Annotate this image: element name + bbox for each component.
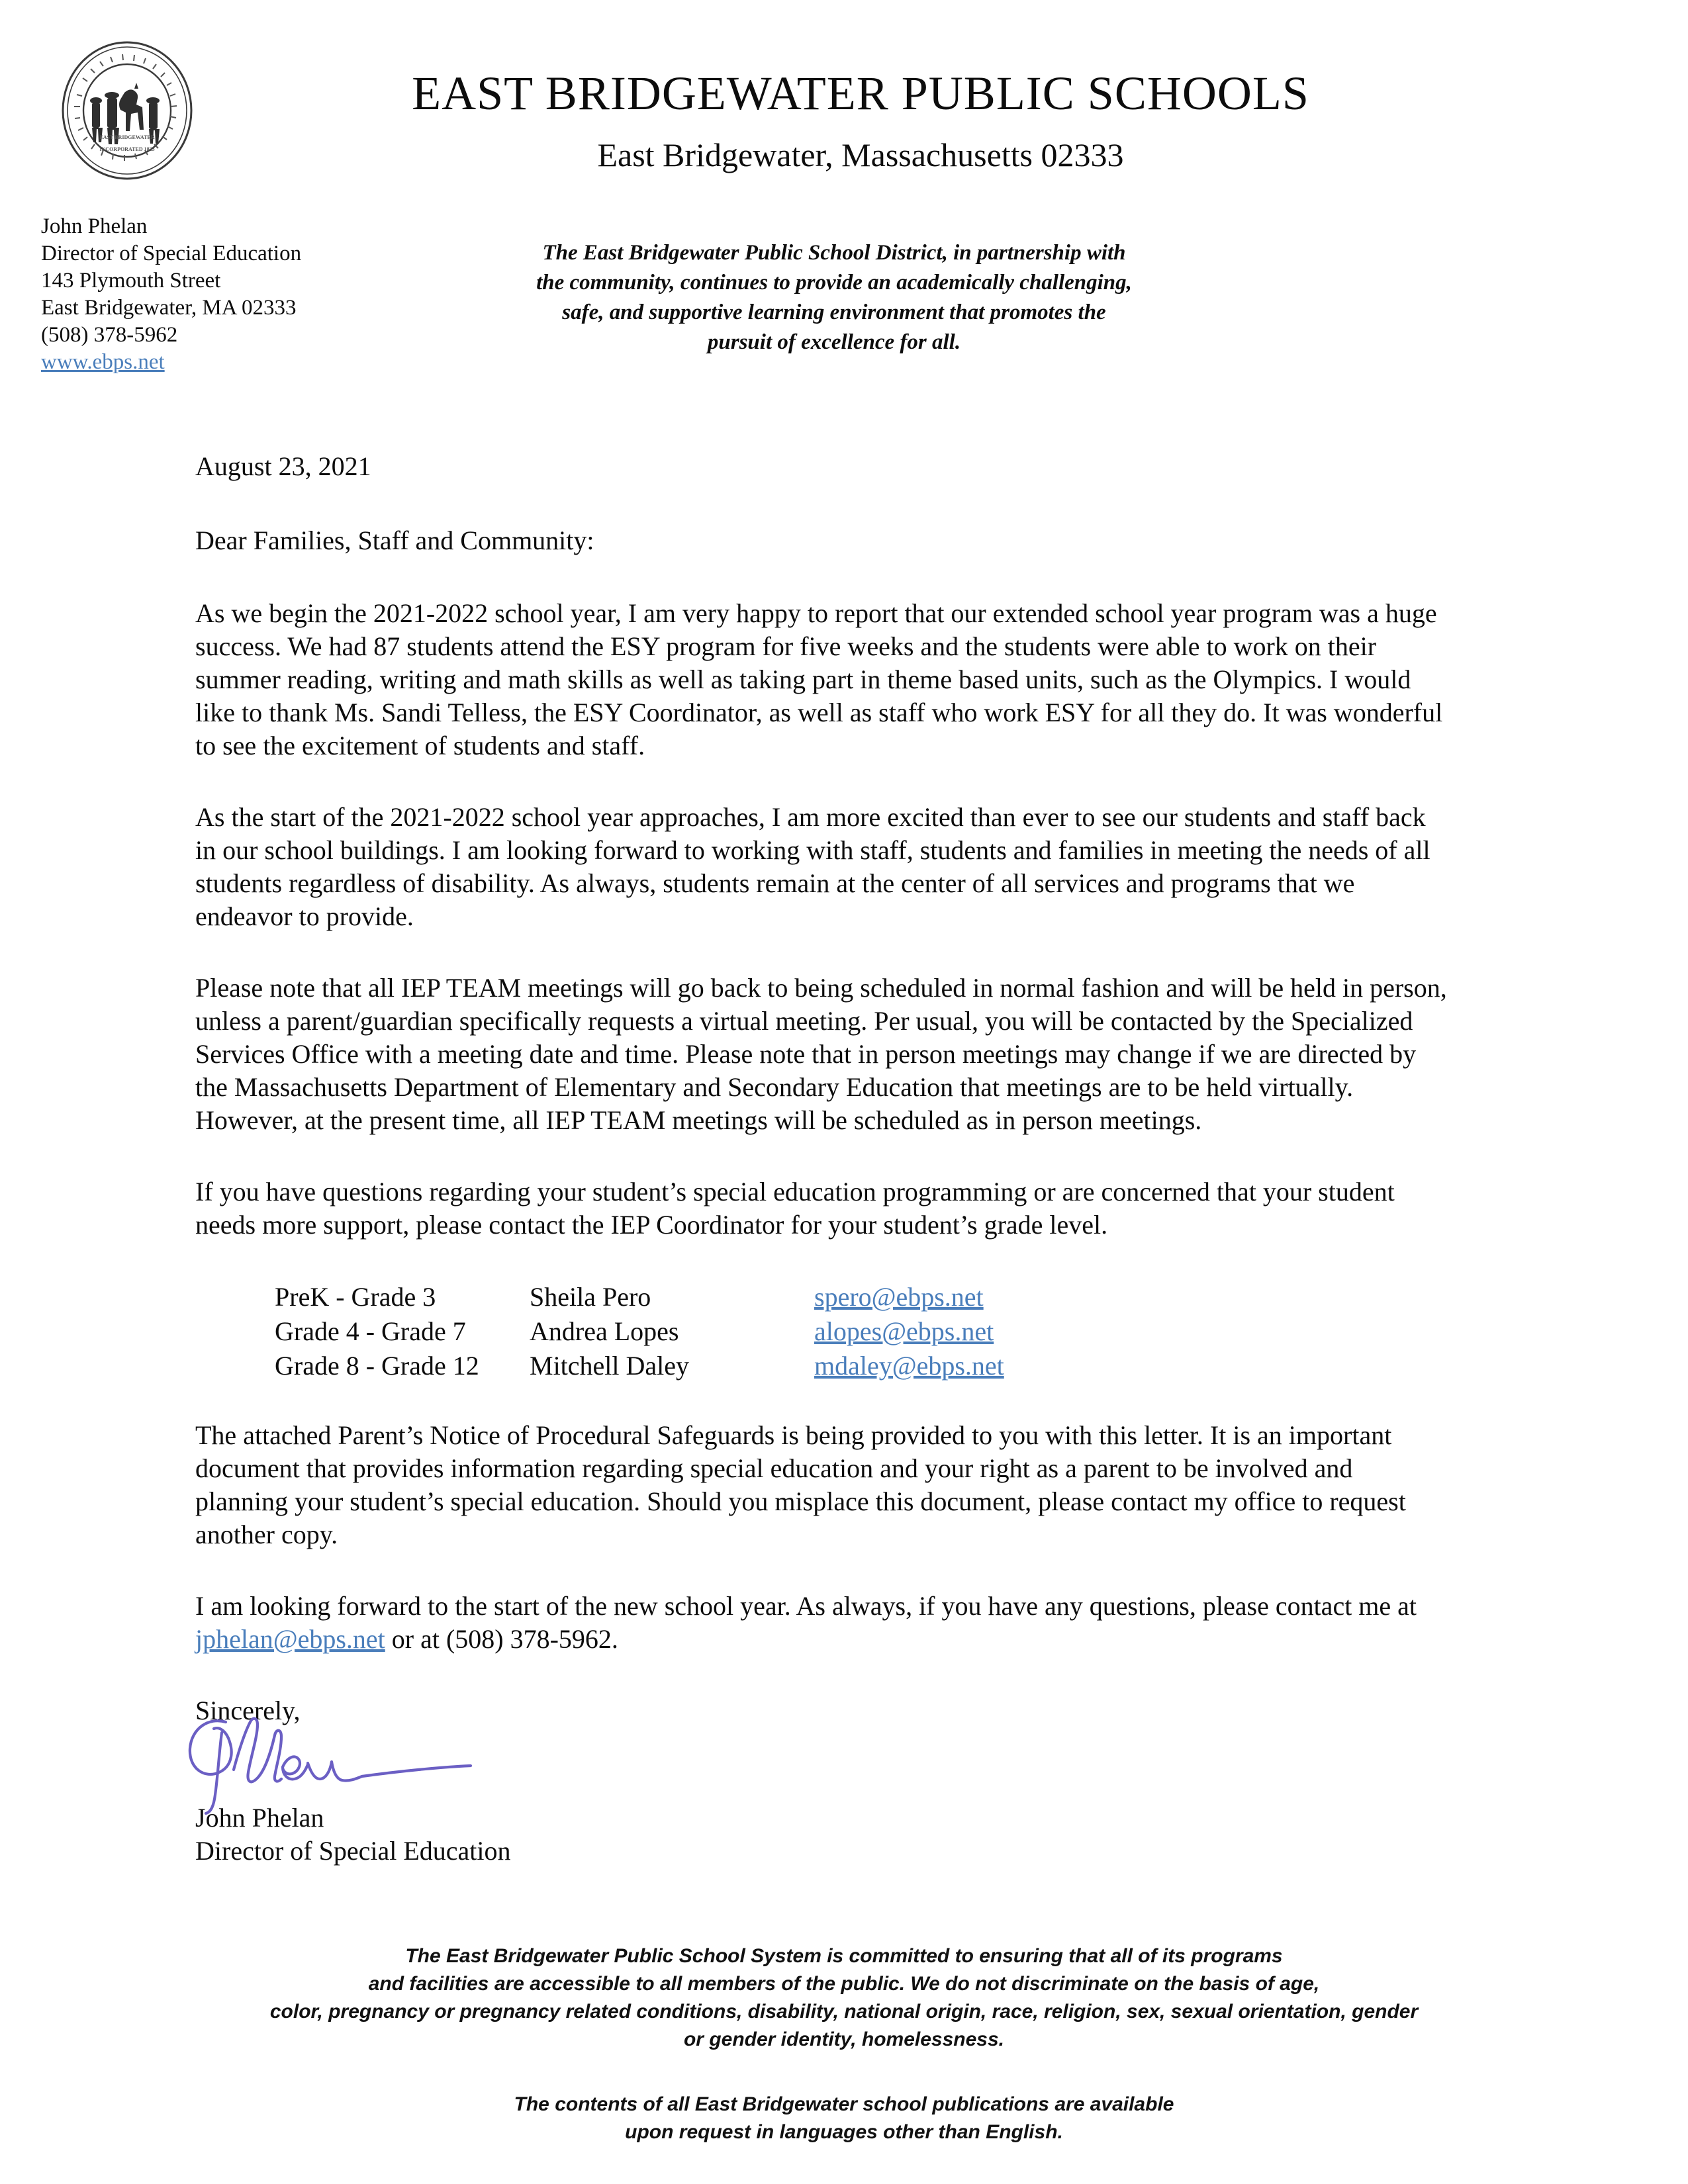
paragraph-esy-recap: As we begin the 2021-2022 school year, I am very happy to report that our extended school year program was a huge success. We had 87 students attend the ESY program for five weeks and the students were able to work on their summer reading, writing and math skills as well as taking part in theme based units, such as the Olympics. I would like to thank Ms. Sandi Telless, the ESY Coordinator, as well as staff who work ESY for all they do. It was wonderful to see the excitement of students and staff.: [195, 598, 1443, 760]
table-row: [275, 1349, 1004, 1383]
sender-city-state-zip: East Bridgewater, MA 02333: [41, 296, 297, 320]
paragraph-closing-contact: [195, 1590, 1450, 1656]
footer-line: The contents of all East Bridgewater school publications are available: [514, 2093, 1174, 2115]
closing-text-after-email: or at (508) 378-5962.: [385, 1624, 618, 1654]
mission-line: pursuit of excellence for all.: [707, 330, 961, 354]
closing-text-before-email: I am looking forward to the start of the new school year. As always, if you have any questions, please contact me at: [195, 1591, 1417, 1621]
iep-coordinator-table: [275, 1280, 1004, 1383]
website-link[interactable]: www.ebps.net: [41, 350, 165, 374]
town-seal-icon: [56, 40, 199, 182]
footer-line: color, pregnancy or pregnancy related conditions, disability, national origin, race, religion, sex, sexual orientation, gender: [269, 2001, 1419, 2023]
organization-location: East Bridgewater, Massachusetts 02333: [597, 136, 1124, 173]
translation-statement: [0, 2091, 1688, 2146]
footer-line: The East Bridgewater Public School System is committed to ensuring that all of its programs: [405, 1945, 1283, 1967]
mission-statement: [463, 238, 1205, 357]
paragraph-procedural-safeguards: The attached Parent’s Notice of Procedural Safeguards is being provided to you with this letter. It is an important document that provides information regarding special education and your right as a parent to be involved and planning your student’s special education. Should you misplace this document, please contact my office to request another copy.: [195, 1420, 1406, 1549]
closing-salutation: Sincerely,: [195, 1696, 301, 1725]
mission-line: the community, continues to provide an academically challenging,: [536, 271, 1132, 295]
coordinator-email-link[interactable]: alopes@ebps.net: [814, 1316, 994, 1346]
sender-contact-block: [41, 213, 301, 376]
director-email-link[interactable]: jphelan@ebps.net: [195, 1624, 385, 1654]
footer-line: or gender identity, homelessness.: [683, 2028, 1005, 2050]
coordinator-grade-range: Grade 8 - Grade 12: [275, 1351, 479, 1381]
page-title: EAST BRIDGEWATER PUBLIC SCHOOLS: [412, 67, 1309, 120]
sender-name: John Phelan: [41, 214, 148, 238]
paragraph-school-year-start: As the start of the 2021-2022 school year approaches, I am more excited than ever to see our students and staff back in our school buildings. I am looking forward to working with staff, students and families in meeting the needs of all students regardless of disability. As always, students remain at the center of all services and programs that we endeavor to provide.: [195, 802, 1430, 931]
coordinator-email-link[interactable]: spero@ebps.net: [814, 1282, 984, 1312]
handwritten-signature: [195, 1723, 1450, 1801]
paragraph-questions-intro: If you have questions regarding your student’s special education programming or are concerned that your student needs more support, please contact the IEP Coordinator for your student’s grade level.: [195, 1177, 1395, 1240]
coordinator-email-link[interactable]: mdaley@ebps.net: [814, 1351, 1004, 1381]
sender-street: 143 Plymouth Street: [41, 269, 221, 293]
mission-line: The East Bridgewater Public School District, in partnership with: [542, 241, 1126, 265]
mission-line: safe, and supportive learning environment that promotes the: [562, 300, 1106, 324]
salutation: Dear Families, Staff and Community:: [195, 525, 594, 555]
signer-title: Director of Special Education: [195, 1836, 511, 1866]
footer: [0, 1942, 1688, 2146]
sender-title: Director of Special Education: [41, 242, 302, 265]
coordinator-grade-range: PreK - Grade 3: [275, 1282, 436, 1312]
table-row: [275, 1280, 1004, 1314]
nondiscrimination-statement: [0, 1942, 1688, 2054]
paragraph-iep-meetings: Please note that all IEP TEAM meetings will go back to being scheduled in normal fashion and will be held in person, unless a parent/guardian specifically requests a virtual meeting. Per usual, you will be contacted by the Specialized Services Office with a meeting date and time. Please note that in person meetings may change if we are directed by the Massachusetts Department of Elementary and Secondary Education that meetings are to be held virtually. However, at the present time, all IEP TEAM meetings will be scheduled as in person meetings.: [195, 973, 1447, 1135]
svg-text:INCORPORATED 1823: INCORPORATED 1823: [99, 146, 155, 152]
coordinator-name: Sheila Pero: [530, 1282, 651, 1312]
coordinator-name: Andrea Lopes: [530, 1316, 679, 1346]
coordinator-name: Mitchell Daley: [530, 1351, 690, 1381]
table-row: [275, 1314, 1004, 1349]
svg-text:EAST BRIDGEWATER: EAST BRIDGEWATER: [99, 134, 155, 140]
footer-line: and facilities are accessible to all members of the public. We do not discriminate on the basis of age,: [368, 1973, 1320, 1995]
footer-line: upon request in languages other than English.: [625, 2121, 1063, 2143]
signer-name: John Phelan: [195, 1803, 324, 1833]
letter-body: [195, 450, 1450, 1868]
coordinator-grade-range: Grade 4 - Grade 7: [275, 1316, 466, 1346]
sender-phone: (508) 378-5962: [41, 323, 178, 347]
letter-date: August 23, 2021: [195, 451, 371, 481]
letterhead: [0, 0, 1688, 397]
